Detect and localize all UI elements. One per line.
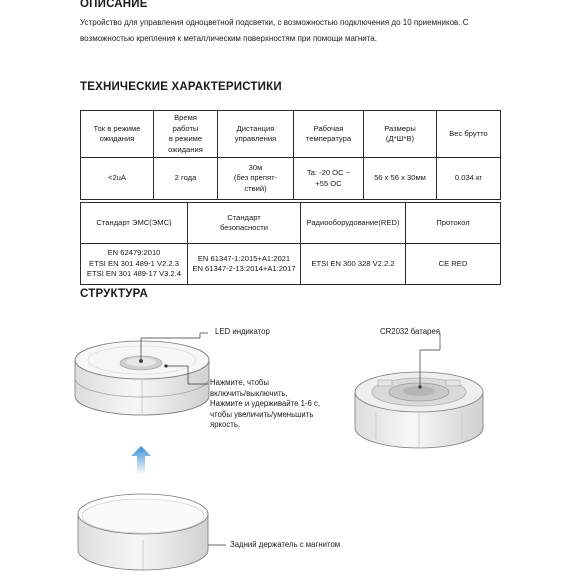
arrow-up-icon: [131, 446, 151, 475]
table-cell: CE RED: [406, 244, 501, 285]
table-cell: <2uA: [81, 158, 154, 200]
table-cell: Ta: -20 OC ~ +55 OC: [294, 158, 364, 200]
remote-device-image: [75, 341, 209, 415]
table-cell: EN 61347-1:2015+A1:2021 EN 61347-2-13:2014+A1:2017: [188, 244, 301, 285]
table-cell: 2 года: [154, 158, 218, 200]
specs-heading: ТЕХНИЧЕСКИЕ ХАРАКТЕРИСТИКИ: [80, 81, 282, 93]
table-header-cell: Дистанция управления: [218, 111, 294, 158]
table-cell: ETSI EN 300 328 V2.2.2: [301, 244, 406, 285]
button-instructions: Нажмите, чтобы включить/выключить, Нажмите и удерживайте 1-6 с, чтобы увеличить/уменьшить яркость.: [210, 378, 321, 429]
table-cell: 30м (без препят- ствий): [218, 158, 294, 200]
description-heading: ОПИСАНИЕ: [80, 0, 148, 10]
table-header-cell: Вес брутто: [437, 111, 501, 158]
led-indicator-label: LED индикатор: [215, 327, 270, 336]
table-header-cell: Размеры (Д*Ш*В): [364, 111, 437, 158]
table-header-cell: Ток в режиме ожидания: [81, 111, 154, 158]
table-header-cell: Стандарт ЭМС(ЭМС): [81, 203, 188, 244]
table-header-cell: Стандарт безопасности: [188, 203, 301, 244]
table-header-cell: Радиооборудование(RED): [301, 203, 406, 244]
structure-heading: СТРУКТУРА: [80, 288, 148, 300]
table-cell: EN 62479:2010 ETSI EN 301 489-1 V2.2.3 ETSI EN 301 489-17 V3.2.4: [81, 244, 188, 285]
battery-compartment-image: [355, 372, 483, 448]
table-cell: 56 x 56 x 30мм: [364, 158, 437, 200]
table-cell: 0.034 кг: [437, 158, 501, 200]
back-holder-image: [78, 494, 208, 570]
battery-label: CR2032 батарея: [380, 327, 440, 336]
back-holder-label: Задний держатель с магнитом: [230, 540, 341, 549]
table-header-cell: Рабочая температура: [294, 111, 364, 158]
table-header-cell: Протокол: [406, 203, 501, 244]
table-header-cell: Время работы в режиме ожидания: [154, 111, 218, 158]
description-text: Устройство для управления одноцветной подсветки, с возможностью подключения до 10 приемников. С возможностью крепления к металлическим поверхностям при помощи магнита.: [80, 18, 469, 43]
